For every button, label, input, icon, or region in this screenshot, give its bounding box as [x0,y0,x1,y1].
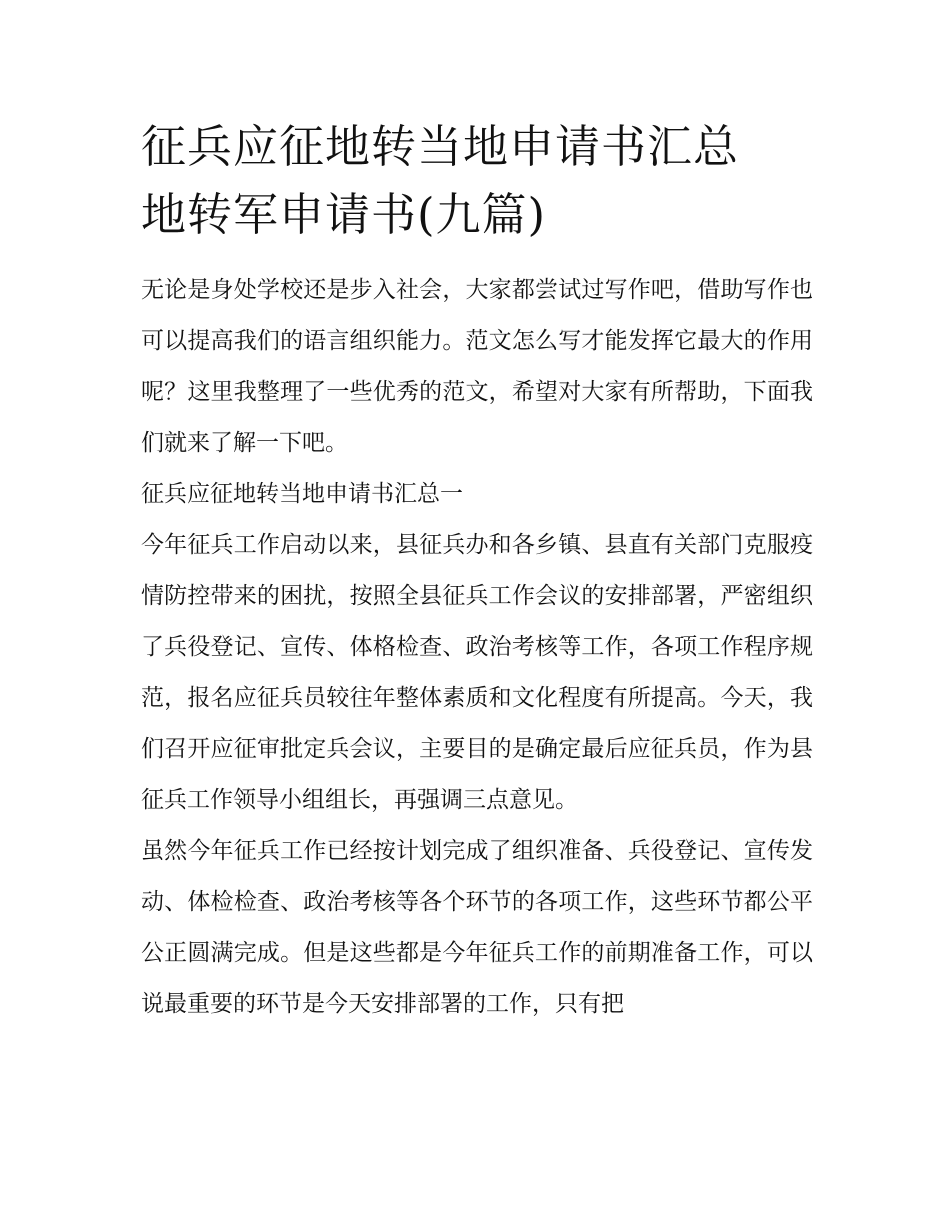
intro-paragraph: 无论是身处学校还是步入社会，大家都尝试过写作吧，借助写作也可以提高我们的语言组织能力。范文怎么写才能发挥它最大的作用呢？这里我整理了一些优秀的范文，希望对大家有所帮助，下面我们就来了解一下吧。 [141,277,813,456]
body-paragraph-1: 今年征兵工作启动以来，县征兵办和各乡镇、县直有关部门克服疫情防控带来的困扰，按照全县征兵工作会议的安排部署，严密组织了兵役登记、宣传、体格检查、政治考核等工作，各项工作程序规范，报名应征兵员较往年整体素质和文化程度有所提高。今天，我们召开应征审批定兵会议，主要目的是确定最后应征兵员，作为县征兵工作领导小组组长，再强调三点意见。 [141,532,813,813]
section-heading: 征兵应征地转当地申请书汇总一 [141,481,463,507]
document-content [141,113,813,1030]
title-line-1: 征兵应征地转当地申请书汇总 [141,120,740,173]
title-line-2: 地转军申请书(九篇) [141,188,547,241]
document-title [141,113,813,249]
document-body [141,265,813,1030]
body-paragraph-2: 虽然今年征兵工作已经按计划完成了组织准备、兵役登记、宣传发动、体检检查、政治考核等各个环节的各项工作，这些环节都公平公正圆满完成。但是这些都是今年征兵工作的前期准备工作，可以说最重要的环节是今天安排部署的工作，只有把 [141,838,813,1017]
